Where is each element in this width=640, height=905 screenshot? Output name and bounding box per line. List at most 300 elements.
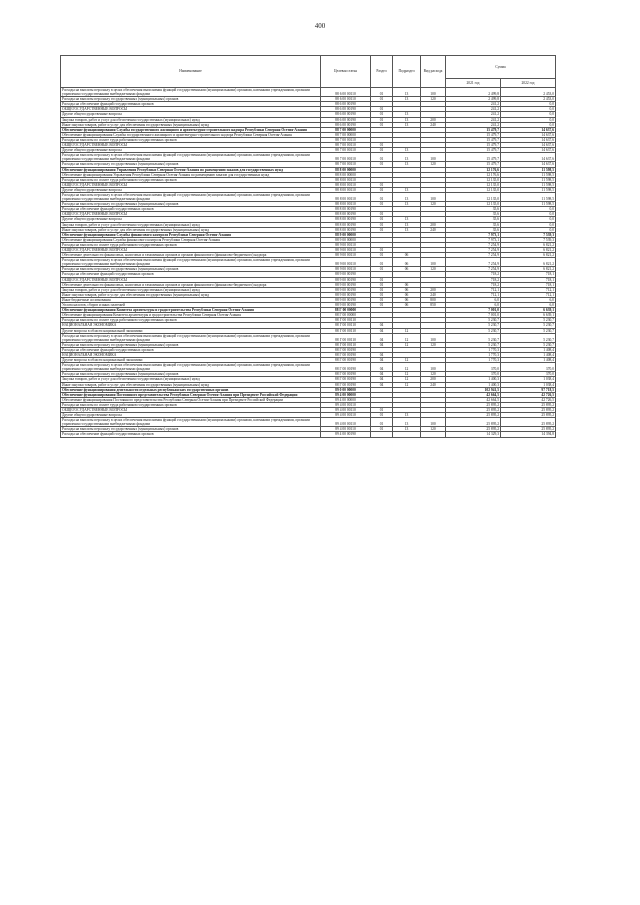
row-name: Расходы на выплаты по оплате труда работников государственных органов [61,402,321,407]
row-sum-2022: 11 598,5 [501,167,556,172]
row-code: 88 9 00 00190 [321,272,371,277]
row-sum-2021: 1 770,3 [446,358,501,363]
row-sum-2022: 712,1 [501,292,556,297]
row-section: 01 [371,303,393,308]
row-subsection: 06 [393,303,421,308]
row-expense-type: 120 [421,427,446,432]
row-code: 89 4 00 00110 [321,408,371,413]
row-sum-2022: 370,0 [501,363,556,372]
row-sum-2021: 241,2 [446,117,501,122]
row-sum-2021: 7 254,9 [446,248,501,253]
row-code: 88 9 00 00190 [321,297,371,302]
row-name: ОБЩЕГОСУДАРСТВЕННЫЕ ВОПРОСЫ [61,277,321,282]
row-name: Обеспечение функционирования деятельности отдельных республиканских государственных органов [61,387,321,392]
page-number: 400 [314,22,326,30]
row-sum-2022: 5 230,7 [501,342,556,347]
row-subsection: 06 [393,282,421,287]
row-sum-2021: 15 479,7 [446,153,501,162]
row-name: Обеспечение функционирования Комитета архитектуры и градостроительства Республики Северная Осетия-Алания [61,308,321,313]
row-sum-2022: 0,0 [501,122,556,127]
header-name: Наименование [61,56,321,88]
row-sum-2022: 6 821,2 [501,242,556,247]
row-section: 01 [371,253,393,258]
row-name: Расходы на выплаты персоналу в целях обеспечения выполнения функций государственными (муниципальными) органами, казенными учреждениями, органами управления государственными внебюджетными фондами [61,418,321,427]
row-section: 04 [371,363,393,372]
row-code: 89 4 00 00110 [321,418,371,427]
row-name: Обеспечение функционирования Службы финансового контроля Республики Северная Осетия-Алания [61,237,321,242]
row-expense-type: 850 [421,303,446,308]
row-sum-2021: 241,2 [446,102,501,107]
row-name: Иные закупки товаров, работ и услуг для обеспечения государственных (муниципальных) нужд [61,382,321,387]
row-name: Другие вопросы в области национальной экономики [61,358,321,363]
row-expense-type: 100 [421,363,446,372]
row-sum-2021: 7 973,1 [446,237,501,242]
row-code: 88 8 00 00110 [321,202,371,207]
row-expense-type: 100 [421,258,446,267]
row-code: 88 Г 00 00000 [321,308,371,313]
row-code: 88 6 00 00110 [321,88,371,97]
row-sum-2022: 14 637,6 [501,137,556,142]
row-code: 88 7 00 00110 [321,143,371,148]
row-section: 01 [371,217,393,222]
row-sum-2022: 6 639,1 [501,313,556,318]
header-section: Раздел [371,56,393,88]
row-name: Другие вопросы в области национальной экономики [61,328,321,333]
row-section: 01 [371,277,393,282]
row-sum-2022: 718,1 [501,282,556,287]
row-sum-2022: 6 639,1 [501,308,556,313]
row-sum-2022: 25 895,2 [501,427,556,432]
row-subsection: 12 [393,377,421,382]
row-sum-2021: 370,0 [446,372,501,377]
row-sum-2022: 5 230,7 [501,333,556,342]
row-sum-2021: 102 941,5 [446,387,501,392]
row-sum-2022: 42 726,5 [501,392,556,397]
row-sum-2022: 0,0 [501,112,556,117]
row-sum-2022: 0,0 [501,222,556,227]
row-sum-2022: 25 895,2 [501,413,556,418]
row-code: 88 8 00 00190 [321,222,371,227]
row-code: 88 Г 00 00190 [321,358,371,363]
row-sum-2021: 7 254,9 [446,258,501,267]
row-expense-type: 240 [421,122,446,127]
row-name: Обеспечение функционирования Службы финансового контроля Республики Северная Осетия-Алания [61,232,321,237]
row-sum-2022: 2 453,0 [501,97,556,102]
row-sum-2021: 35,6 [446,207,501,212]
row-section: 01 [371,143,393,148]
row-name: Обеспечение функционирования Постоянного представительства Республики Северная Осетия-Алания при Президенте Российской Федерации [61,397,321,402]
row-section [371,432,393,437]
table-row [61,432,556,437]
row-subsection: 06 [393,287,421,292]
row-name: Расходы на выплаты персоналу государственных (муниципальных) органов [61,202,321,207]
row-subsection: 06 [393,267,421,272]
row-sum-2021: 12 135,0 [446,182,501,187]
row-sum-2021: 25 895,2 [446,427,501,432]
row-code: 88 Г 00 00190 [321,372,371,377]
row-sum-2022: 6,0 [501,303,556,308]
row-sum-2021: 15 479,7 [446,137,501,142]
row-sum-2022: 7 539,3 [501,232,556,237]
row-section: 01 [371,297,393,302]
row-name: Другие общегосударственные вопросы [61,148,321,153]
row-sum-2021: 12 135,0 [446,192,501,201]
row-code: 88 7 00 00110 [321,137,371,142]
row-expense-type: 240 [421,292,446,297]
row-sum-2022: 1 038,4 [501,382,556,387]
row-section: 01 [371,122,393,127]
row-subsection: 13 [393,153,421,162]
row-sum-2021: 12 176,6 [446,167,501,172]
table-body [61,88,556,438]
row-name: ОБЩЕГОСУДАРСТВЕННЫЕ ВОПРОСЫ [61,248,321,253]
row-section: 04 [371,358,393,363]
row-code: 88 8 00 00110 [321,192,371,201]
row-name: Иные закупки товаров, работ и услуг для обеспечения государственных (муниципальных) нужд [61,227,321,232]
row-code: 88 9 00 00110 [321,258,371,267]
row-name: Расходы на выплаты персоналу в целях обеспечения выполнения функций государственными (муниципальными) органами, казенными учреждениями, органами управления государственными внебюджетными фондами [61,153,321,162]
row-sum-2022: 1 408,4 [501,352,556,357]
row-name: Уплата налогов, сборов и иных платежей [61,303,321,308]
row-name: Расходы на выплаты персоналу государственных (муниципальных) органов [61,372,321,377]
row-name: Расходы на выплаты по оплате труда работников государственных органов [61,177,321,182]
row-code: 88 8 00 00000 [321,172,371,177]
row-section: 04 [371,323,393,328]
row-sum-2021: 5 230,7 [446,323,501,328]
row-section: 01 [371,227,393,232]
row-name: Обеспечение функционирования Службы государственного жилищного и архитектурно-строительного надзора Республики Северная Осетия-Алания [61,132,321,137]
row-sum-2021: 6,0 [446,297,501,302]
row-section: 04 [371,328,393,333]
row-sum-2022: 718,1 [501,277,556,282]
row-code: 88 9 00 00110 [321,253,371,258]
row-expense-type: 120 [421,267,446,272]
row-code: 89 4 00 00110 [321,427,371,432]
row-expense-type: 100 [421,88,446,97]
row-code: 88 8 00 00190 [321,207,371,212]
header-expense-type: Вид расхода [421,56,446,88]
row-name: Расходы на выплаты персоналу в целях обеспечения выполнения функций государственными (муниципальными) органами, казенными учреждениями, органами управления государственными внебюджетными фондами [61,192,321,201]
row-sum-2022: 6 821,2 [501,258,556,267]
row-sum-2021: 35,6 [446,227,501,232]
row-section: 01 [371,267,393,272]
row-section: 04 [371,342,393,347]
row-code: 88 Г 00 00190 [321,377,371,382]
row-subsection: 12 [393,342,421,347]
row-subsection: 12 [393,333,421,342]
row-expense-type: 100 [421,333,446,342]
row-sum-2022: 370,0 [501,372,556,377]
row-sum-2021: 241,2 [446,107,501,112]
row-sum-2022: 0,0 [501,212,556,217]
table-row [61,153,556,162]
row-sum-2022: 712,1 [501,287,556,292]
row-code: 88 8 00 00110 [321,187,371,192]
row-code: 88 Г 00 00190 [321,347,371,352]
row-expense-type: 100 [421,418,446,427]
row-code: 88 Г 00 00190 [321,382,371,387]
row-sum-2021: 12 135,0 [446,177,501,182]
row-sum-2021: 370,0 [446,363,501,372]
row-code: 88 9 00 00190 [321,303,371,308]
row-sum-2021: 35,6 [446,212,501,217]
row-subsection: 06 [393,297,421,302]
table-row [61,363,556,372]
row-code: 88 6 00 00190 [321,117,371,122]
row-code: 88 7 00 00110 [321,153,371,162]
row-sum-2021: 5 230,7 [446,328,501,333]
row-sum-2021: 12 135,0 [446,187,501,192]
row-subsection: 13 [393,88,421,97]
row-sum-2022: 14 637,6 [501,148,556,153]
row-section: 01 [371,248,393,253]
row-subsection: 13 [393,112,421,117]
row-sum-2022: 97 718,5 [501,387,556,392]
row-code: 88 9 00 00000 [321,232,371,237]
row-name: Другие общегосударственные вопросы [61,217,321,222]
row-sum-2022: 0,0 [501,227,556,232]
row-expense-type: 200 [421,377,446,382]
row-code: 88 7 00 00110 [321,162,371,167]
row-sum-2021: 1 770,3 [446,347,501,352]
row-sum-2022: 5 230,7 [501,323,556,328]
row-sum-2021: 6,0 [446,303,501,308]
row-sum-2022: 25 895,2 [501,402,556,407]
row-subsection: 12 [393,372,421,377]
row-name: ОБЩЕГОСУДАРСТВЕННЫЕ ВОПРОСЫ [61,143,321,148]
row-section: 01 [371,258,393,267]
header-code: Целевая статья [321,56,371,88]
row-name: Обеспечение деятельности финансовых, налоговых и таможенных органов и органов финансового (финансово-бюджетного) надзора [61,253,321,258]
row-subsection: 13 [393,202,421,207]
row-expense-type: 100 [421,192,446,201]
row-subsection: 12 [393,382,421,387]
row-section: 01 [371,88,393,97]
row-code: 88 9 00 00190 [321,287,371,292]
budget-table [60,55,556,438]
row-name: Расходы на выплаты персоналу в целях обеспечения выполнения функций государственными (муниципальными) органами, казенными учреждениями, органами управления государственными внебюджетными фондами [61,88,321,97]
row-section: 01 [371,148,393,153]
row-sum-2021: 12 176,6 [446,172,501,177]
row-code: 88 8 00 00190 [321,212,371,217]
row-subsection: 13 [393,192,421,201]
row-code: 89 4 00 00110 [321,402,371,407]
row-section: 01 [371,222,393,227]
row-code: 88 Г 00 00110 [321,342,371,347]
row-sum-2022: 14 394,8 [501,432,556,437]
row-section: 01 [371,192,393,201]
row-sum-2022: 25 895,2 [501,408,556,413]
row-sum-2021: 712,1 [446,292,501,297]
row-name: Закупка товаров, работ и услуг для обеспечения государственных (муниципальных) нужд [61,377,321,382]
row-sum-2021: 7 254,9 [446,253,501,258]
row-name: Расходы на выплаты персоналу государственных (муниципальных) органов [61,427,321,432]
row-sum-2021: 42 664,5 [446,392,501,397]
row-name: Обеспечение функционирования Постоянного представительства Республики Северная Осетия-Алания при Президенте Российской Федерации [61,392,321,397]
row-sum-2021: 718,2 [446,282,501,287]
row-name: Расходы на выплаты персоналу государственных (муниципальных) органов [61,97,321,102]
row-name: ОБЩЕГОСУДАРСТВЕННЫЕ ВОПРОСЫ [61,107,321,112]
row-sum-2022: 7 539,3 [501,237,556,242]
row-name: Другие общегосударственные вопросы [61,187,321,192]
row-sum-2022: 11 598,5 [501,187,556,192]
row-code: 88 9 00 00190 [321,277,371,282]
row-section: 04 [371,333,393,342]
row-sum-2022: 14 637,6 [501,127,556,132]
row-sum-2022: 11 598,5 [501,192,556,201]
row-sum-2022: 5 230,7 [501,318,556,323]
row-subsection: 13 [393,148,421,153]
row-section: 01 [371,187,393,192]
row-sum-2021: 42 664,5 [446,397,501,402]
row-subsection: 12 [393,358,421,363]
row-name: Расходы на выплаты по оплате труда работников государственных органов [61,318,321,323]
row-code: 88 9 00 00110 [321,267,371,272]
row-code: 88 8 00 00190 [321,227,371,232]
row-section: 04 [371,382,393,387]
row-name: Обеспечение функционирования Управления Республики Северная Осетия-Алания по размещению заказов для государственных нужд [61,167,321,172]
row-sum-2021: 5 230,7 [446,333,501,342]
row-section: 01 [371,413,393,418]
row-sum-2021: 7 001,0 [446,313,501,318]
row-code: 88 6 00 00190 [321,107,371,112]
row-name: Закупка товаров, работ и услуг для обеспечения государственных (муниципальных) нужд [61,222,321,227]
row-section: 04 [371,372,393,377]
row-section: 01 [371,153,393,162]
row-subsection: 06 [393,258,421,267]
row-section: 04 [371,352,393,357]
row-sum-2021: 35,6 [446,222,501,227]
row-sum-2022: 0,0 [501,107,556,112]
row-name: Закупка товаров, работ и услуг для обеспечения государственных (муниципальных) нужд [61,287,321,292]
row-sum-2022: 6 821,2 [501,248,556,253]
row-subsection: 12 [393,363,421,372]
row-name: Обеспечение функционирования Службы государственного жилищного и архитектурно-строительного надзора Республики Северная Осетия-Алания [61,127,321,132]
row-sum-2022: 2 453,0 [501,88,556,97]
row-sum-2021: 25 895,2 [446,402,501,407]
row-section: 01 [371,427,393,432]
row-subsection: 13 [393,122,421,127]
row-code: 88 Г 00 00110 [321,318,371,323]
row-code: 89 4 00 00000 [321,392,371,397]
row-section: 01 [371,97,393,102]
row-subsection: 13 [393,162,421,167]
row-sum-2021: 5 230,7 [446,342,501,347]
row-expense-type: 120 [421,202,446,207]
row-name: Расходы на обеспечение функций государственных органов [61,272,321,277]
table-row [61,192,556,201]
row-subsection: 06 [393,292,421,297]
row-code: 88 8 00 00190 [321,217,371,222]
row-expense-type: 100 [421,153,446,162]
row-sum-2021: 15 479,7 [446,162,501,167]
row-sum-2021: 712,1 [446,287,501,292]
row-code: 88 6 00 00190 [321,102,371,107]
row-sum-2022: 14 637,6 [501,162,556,167]
row-code: 88 6 00 00190 [321,112,371,117]
row-name: НАЦИОНАЛЬНАЯ ЭКОНОМИКА [61,323,321,328]
row-sum-2021: 241,2 [446,122,501,127]
row-subsection: 12 [393,328,421,333]
row-name: Расходы на выплаты персоналу государственных (муниципальных) органов [61,342,321,347]
row-sum-2022: 1 038,4 [501,377,556,382]
row-sum-2022: 0,0 [501,102,556,107]
row-code: 88 9 00 00000 [321,237,371,242]
row-sum-2022: 11 598,5 [501,177,556,182]
row-name: Расходы на выплаты персоналу государственных (муниципальных) органов [61,267,321,272]
row-expense-type: 120 [421,342,446,347]
row-subsection: 13 [393,117,421,122]
row-subsection: 13 [393,187,421,192]
row-sum-2021: 7 254,9 [446,267,501,272]
row-section: 01 [371,202,393,207]
row-name: Иные закупки товаров, работ и услуг для обеспечения государственных (муниципальных) нужд [61,292,321,297]
row-sum-2022: 11 598,5 [501,172,556,177]
header-year-2022: 2022 год [501,79,556,88]
row-code: 88 Г 00 00110 [321,328,371,333]
row-name: Обеспечение функционирования Комитета архитектуры и градостроительства Республики Северная Осетия-Алания [61,313,321,318]
row-expense-type: 200 [421,222,446,227]
row-sum-2022: 1 408,4 [501,347,556,352]
row-sum-2021: 7 254,9 [446,242,501,247]
row-code: 88 8 00 00110 [321,182,371,187]
row-subsection: 13 [393,217,421,222]
row-code: 88 Г 00 00000 [321,313,371,318]
row-expense-type [421,432,446,437]
row-subsection: 13 [393,222,421,227]
row-sum-2021: 1 770,3 [446,352,501,357]
row-code: 88 9 00 00110 [321,248,371,253]
row-subsection: 13 [393,413,421,418]
row-sum-2022: 14 637,6 [501,143,556,148]
row-section: 01 [371,287,393,292]
row-code: 88 6 00 00190 [321,122,371,127]
header-sum: Сумма [446,56,556,79]
row-sum-2021: 1 400,3 [446,382,501,387]
row-name: Расходы на выплаты персоналу государственных (муниципальных) органов [61,162,321,167]
row-code: 88 7 00 00000 [321,127,371,132]
row-section: 04 [371,377,393,382]
row-name: Расходы на обеспечение функций государственных органов [61,432,321,437]
row-code: 88 Г 00 00190 [321,363,371,372]
row-name: Расходы на обеспечение функций государственных органов [61,207,321,212]
row-sum-2022: 11 598,5 [501,182,556,187]
row-code: 88 7 00 00110 [321,148,371,153]
row-sum-2022: 6 821,2 [501,253,556,258]
row-section: 01 [371,212,393,217]
row-name: Иные бюджетные ассигнования [61,297,321,302]
row-expense-type: 120 [421,97,446,102]
row-sum-2021: 718,2 [446,272,501,277]
row-sum-2021: 35,6 [446,217,501,222]
row-sum-2022: 42 726,5 [501,397,556,402]
row-sum-2021: 25 895,2 [446,408,501,413]
row-subsection: 13 [393,418,421,427]
row-expense-type: 800 [421,297,446,302]
row-name: Другие общегосударственные вопросы [61,112,321,117]
row-sum-2022: 11 598,5 [501,202,556,207]
row-sum-2022: 718,1 [501,272,556,277]
row-code: 88 Г 00 00190 [321,352,371,357]
row-sum-2022: 1 408,4 [501,358,556,363]
table-row [61,88,556,97]
row-code: 89 4 00 00190 [321,432,371,437]
row-sum-2022: 6,0 [501,297,556,302]
row-sum-2021: 25 895,2 [446,413,501,418]
row-subsection: 13 [393,97,421,102]
row-name: Иные закупки товаров, работ и услуг для обеспечения государственных (муниципальных) нужд [61,122,321,127]
row-sum-2022: 0,0 [501,207,556,212]
